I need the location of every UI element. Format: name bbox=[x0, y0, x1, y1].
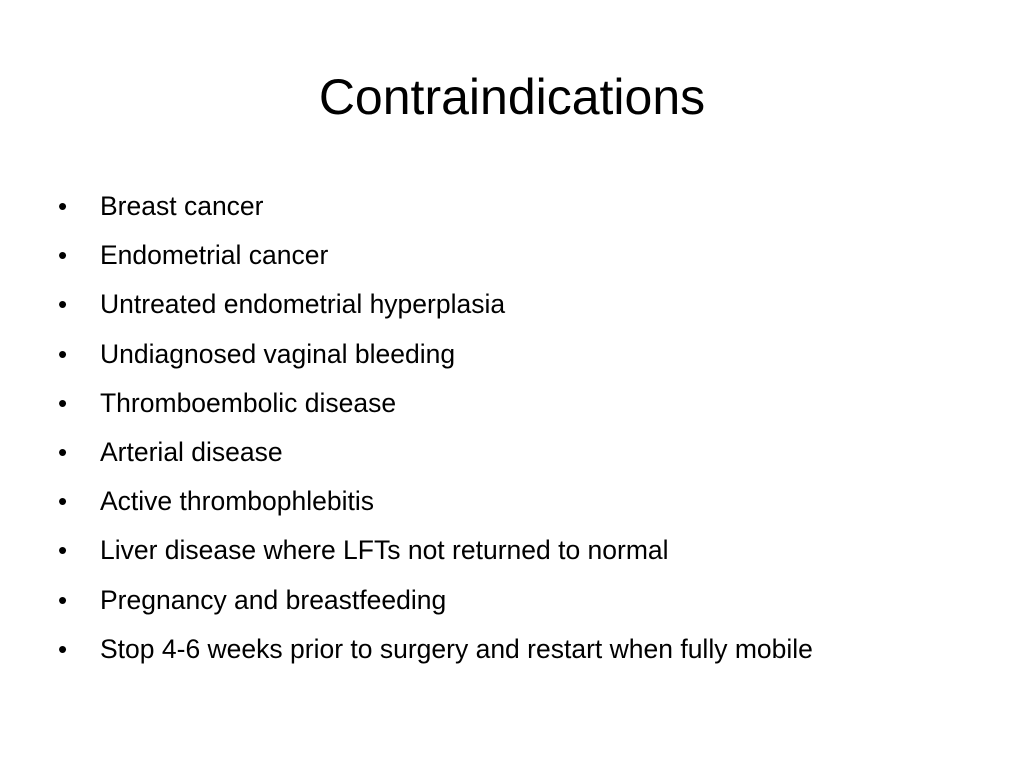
bullet-item bbox=[58, 330, 998, 379]
bullet-text: Pregnancy and breastfeeding bbox=[100, 584, 447, 615]
bullet-text: Active thrombophlebitis bbox=[100, 486, 374, 517]
bullet-text: Undiagnosed vaginal bleeding bbox=[100, 338, 456, 369]
bullet-item bbox=[58, 576, 998, 625]
bullet-text: Liver disease where LFTs not returned to normal bbox=[100, 535, 669, 566]
bullet-text: Breast cancer bbox=[100, 191, 264, 221]
bullet-item bbox=[58, 526, 998, 575]
bullet-dot-icon: • bbox=[58, 387, 68, 418]
bullet-dot-icon: • bbox=[58, 436, 68, 467]
bullet-text: Arterial disease bbox=[100, 436, 283, 467]
bullet-item bbox=[58, 280, 998, 329]
bullet-item bbox=[58, 428, 998, 477]
slide-title: Contraindications bbox=[318, 69, 706, 125]
bullet-item bbox=[58, 625, 998, 674]
bullet-item bbox=[58, 231, 998, 280]
bullet-dot-icon: • bbox=[58, 486, 68, 517]
bullet-item bbox=[58, 182, 998, 231]
bullet-dot-icon: • bbox=[58, 240, 68, 271]
bullet-dot-icon: • bbox=[58, 535, 68, 566]
bullet-dot-icon: • bbox=[58, 191, 68, 221]
bullet-dot-icon: • bbox=[58, 584, 68, 615]
bullet-text: Thromboembolic disease bbox=[100, 387, 397, 418]
bullet-item bbox=[58, 477, 998, 526]
bullet-dot-icon: • bbox=[58, 289, 68, 320]
bullet-list bbox=[58, 182, 998, 674]
bullet-text: Stop 4-6 weeks prior to surgery and restart when fully mobile bbox=[100, 633, 813, 664]
bullet-dot-icon: • bbox=[58, 338, 68, 369]
bullet-item bbox=[58, 379, 998, 428]
bullet-text: Endometrial cancer bbox=[100, 240, 329, 271]
bullet-dot-icon: • bbox=[58, 633, 68, 664]
bullet-text: Untreated endometrial hyperplasia bbox=[100, 289, 506, 320]
